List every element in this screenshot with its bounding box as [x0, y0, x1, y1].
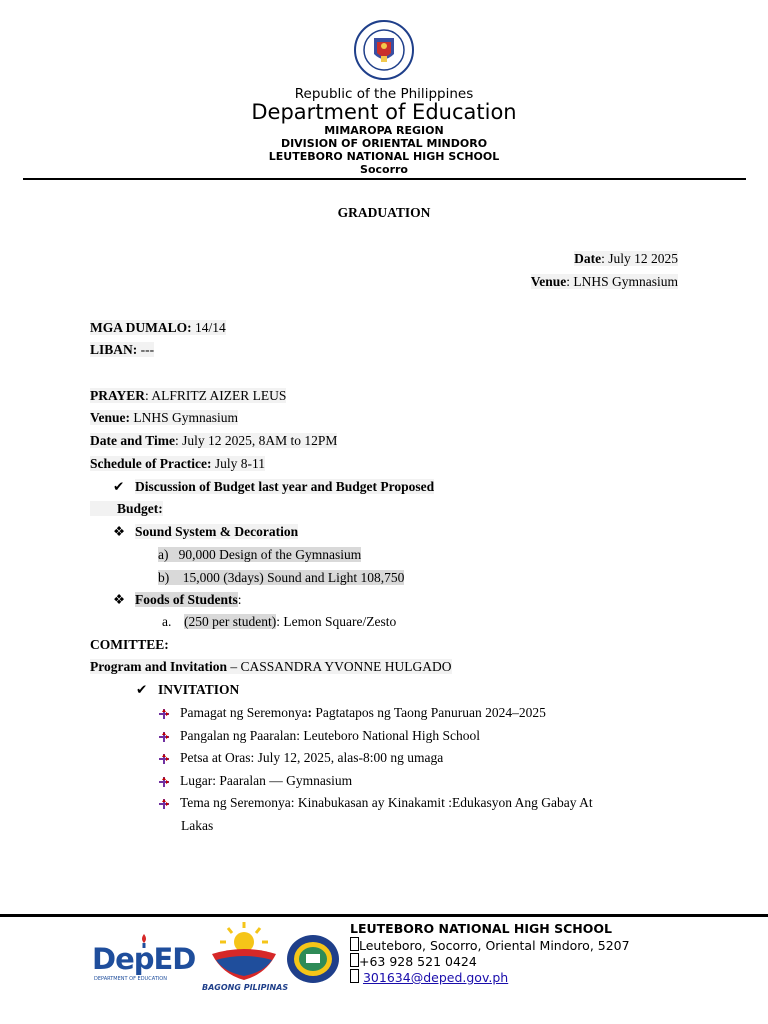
diamond-outline-bullet-icon: ❖	[113, 592, 126, 607]
header-divider	[23, 178, 746, 180]
arrow-bullet-icon	[158, 731, 170, 743]
list-item: Petsa at Oras: July 12, 2025, alas-8:00 ng umaga	[158, 750, 443, 766]
budget-label: Budget:	[90, 501, 163, 517]
food-subitem: a. (250 per student): Lemon Square/Zesto	[162, 614, 397, 629]
arrow-bullet-icon	[158, 776, 170, 788]
footer-email	[350, 969, 508, 985]
budget-item-b: b) 15,000 (3days) Sound and Light 108,750	[158, 570, 405, 585]
document-title: GRADUATION	[337, 205, 431, 220]
prayer-line: PRAYER: ALFRITZ AIZER LEUS	[90, 388, 287, 403]
republic-line: Republic of the Philippines	[294, 86, 474, 102]
footer-address: Leuteboro, Socorro, Oriental Mindoro, 5207	[350, 937, 630, 953]
division-line: DIVISION OF ORIENTAL MINDORO	[280, 137, 488, 150]
deped-logo-text: DepED	[92, 942, 196, 976]
absent-line: LIBAN: ---	[90, 342, 155, 357]
footer-divider	[0, 914, 768, 917]
program-line: Program and Invitation – CASSANDRA YVONNE HULGADO	[90, 659, 452, 674]
phone-icon	[350, 953, 359, 967]
foods-item: ❖ Foods of Students:	[113, 592, 242, 607]
region-line: MIMAROPA REGION	[324, 124, 444, 137]
email-link[interactable]: 301634@deped.gov.ph	[362, 970, 509, 985]
checkmark-icon: ✔	[136, 682, 148, 697]
schedule-line: Schedule of Practice: July 8-11	[90, 456, 265, 471]
date-line: Date: July 12 2025	[574, 251, 678, 266]
email-icon	[350, 969, 359, 983]
sound-system-item: ❖ Sound System & Decoration	[113, 524, 299, 539]
bagong-pilipinas-text: BAGONG PILIPINAS	[202, 983, 289, 992]
datetime-line: Date and Time: July 12 2025, 8AM to 12PM	[90, 433, 338, 448]
list-item: Pangalan ng Paaralan: Leuteboro National High School	[158, 728, 480, 744]
checkmark-icon: ✔	[113, 479, 125, 494]
deped-logo	[92, 934, 200, 986]
present-line: MGA DUMALO: 14/14	[90, 320, 226, 335]
discussion-item: ✔ Discussion of Budget last year and Budget Proposed	[113, 479, 435, 494]
list-item: Lugar: Paaralan — Gymnasium	[158, 773, 352, 789]
venue-line: Venue: LNHS Gymnasium	[530, 274, 678, 289]
committee-label: COMITTEE:	[90, 637, 169, 652]
town-line: Socorro	[360, 163, 408, 176]
school-line: LEUTEBORO NATIONAL HIGH SCHOOL	[268, 150, 500, 163]
details-venue-line: Venue: LNHS Gymnasium	[90, 410, 239, 425]
arrow-bullet-icon	[158, 708, 170, 720]
arrow-bullet-icon	[158, 753, 170, 765]
deped-seal	[350, 20, 418, 80]
diamond-bullet-icon: ❖	[113, 524, 126, 539]
budget-item-a: a) 90,000 Design of the Gymnasium	[158, 547, 362, 562]
bagong-pilipinas-logo	[202, 920, 289, 994]
invitation-heading: ✔ INVITATION	[136, 682, 240, 697]
list-item-continuation: Lakas	[181, 818, 214, 833]
footer-school-name: LEUTEBORO NATIONAL HIGH SCHOOL	[350, 921, 612, 936]
footer-phone: +63 928 521 0424	[350, 953, 477, 969]
list-item: Pamagat ng Seremonya: Pagtatapos ng Taong Panuruan 2024–2025	[158, 705, 546, 721]
school-seal-logo	[286, 934, 340, 984]
list-item: Tema ng Seremonya: Kinabukasan ay Kinakamit :Edukasyon Ang Gabay At	[158, 795, 593, 811]
location-icon	[350, 937, 359, 951]
arrow-bullet-icon	[158, 798, 170, 810]
department-title: Department of Education	[251, 100, 517, 124]
deped-logo-subtext: DEPARTMENT OF EDUCATION	[94, 976, 167, 982]
